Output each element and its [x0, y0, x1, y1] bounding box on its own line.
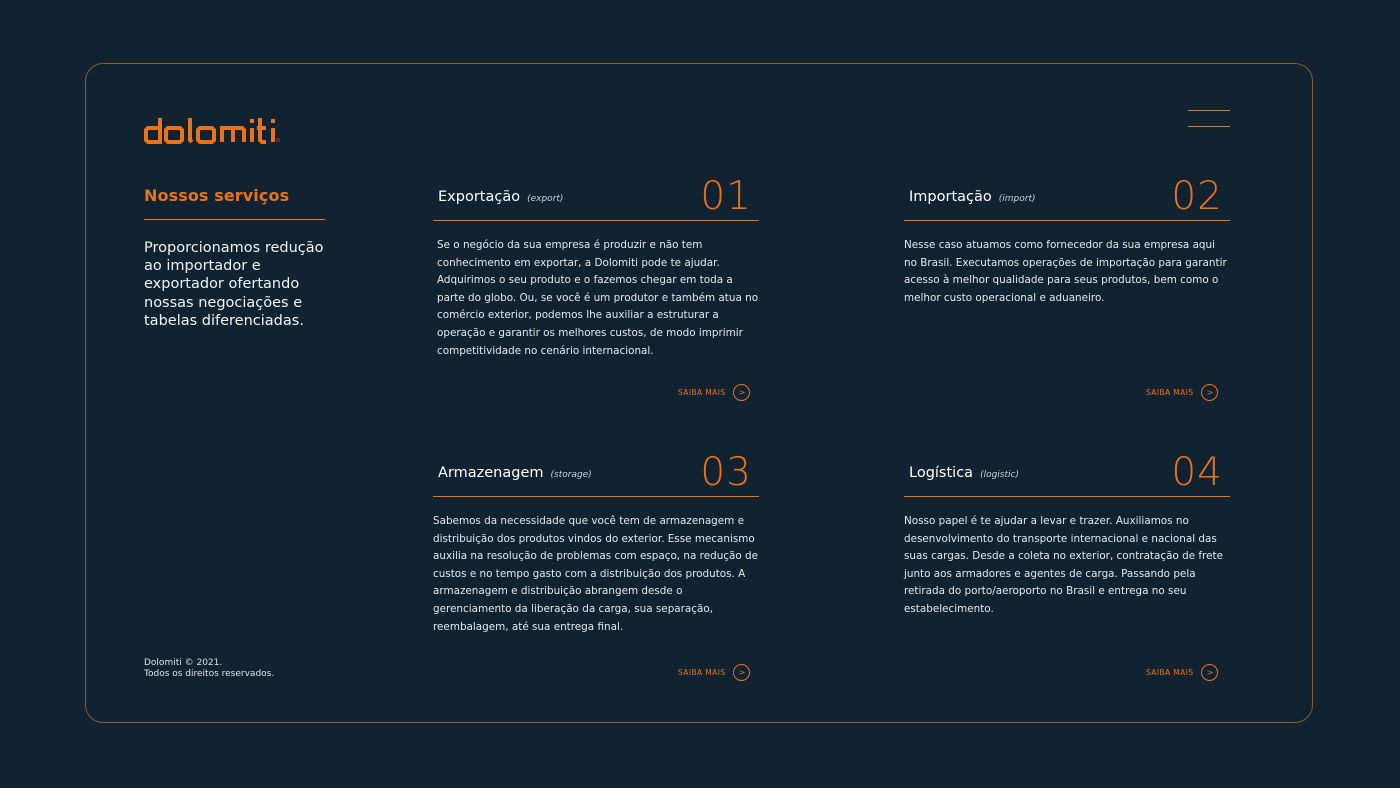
card-title-text: Importação — [909, 189, 992, 205]
copyright — [144, 658, 274, 680]
card-header — [904, 448, 1230, 497]
card-number: 02 — [1171, 174, 1223, 219]
section-title: Nossos serviços — [144, 186, 290, 205]
service-card-storage — [433, 448, 759, 636]
card-body: Nesse caso atuamos como fornecedor da sua empresa aqui no Brasil. Executamos operações de importação para garantir acesso à melhor qualidade para seus produtos, bem como o melhor custo operacional e aduaneiro. — [904, 239, 1227, 304]
card-number: 03 — [700, 450, 752, 495]
saiba-mais-button-storage[interactable] — [678, 664, 750, 681]
section-intro-text: Proporcionamos redução ao importador e exportador ofertando nossas negociações e tabelas diferenciadas. — [144, 240, 324, 329]
card-title-text: Logística — [909, 465, 974, 481]
card-body: Sabemos da necessidade que você tem de armazenagem e distribuição dos produtos vindos do exterior. Esse mecanismo auxilia na resolução de problemas com espaço, na redução de custos e no tempo gasto com a distribuição dos produtos. A armazenagem e distribuição abrangem desde o gerenciamento da liberação da carga, sua separação, reembalagem, até sua entrega final. — [433, 515, 759, 633]
card-subtitle: (export) — [527, 194, 564, 204]
saiba-mais-label: SAIBA MAIS — [1146, 668, 1194, 677]
service-card-export — [433, 172, 759, 360]
menu-line-top — [1188, 110, 1230, 111]
saiba-mais-label: SAIBA MAIS — [678, 388, 726, 397]
copyright-rights: Todos os direitos reservados. — [144, 669, 275, 679]
card-title — [909, 465, 1019, 481]
saiba-mais-button-export[interactable] — [678, 384, 750, 401]
service-card-import — [904, 172, 1230, 307]
card-body: Nosso papel é te ajudar a levar e trazer. Auxiliamos no desenvolvimento do transporte internacional e nacional das suas cargas. Desde a coleta no exterior, contratação de frete junto aos armadores e agentes de carga. Passando pela retirada do porto/aeroporto no Brasil e entrega no seu estabelecimento. — [904, 515, 1223, 615]
hamburger-menu-icon[interactable] — [1188, 110, 1230, 128]
arrow-right-circle-icon: > — [733, 664, 750, 681]
arrow-right-circle-icon: > — [733, 384, 750, 401]
card-header — [433, 448, 759, 497]
section-title-rule — [144, 219, 325, 220]
card-title-text: Armazenagem — [438, 465, 544, 481]
arrow-right-circle-icon: > — [1201, 384, 1218, 401]
card-body: Se o negócio da sua empresa é produzir e não tem conhecimento em exportar, a Dolomiti pode te ajudar. Adquirimos o seu produto e o fazemos chegar em toda a parte do globo. Ou, se você é um produtor e também atua no comércio exterior, podemos lhe auxiliar a estruturar a operação e garantir os melhores custos, de modo imprimir competitividade no cenário internacional. — [437, 239, 759, 357]
copyright-line: Dolomiti © 2021. — [144, 658, 223, 668]
card-title — [909, 189, 1036, 205]
service-card-logistic — [904, 448, 1230, 619]
card-header — [433, 172, 759, 221]
card-number: 01 — [700, 174, 752, 219]
card-title — [438, 189, 563, 205]
card-title — [438, 465, 592, 481]
saiba-mais-button-logistic[interactable] — [1146, 664, 1218, 681]
arrow-right-circle-icon: > — [1201, 664, 1218, 681]
saiba-mais-label: SAIBA MAIS — [678, 668, 726, 677]
card-header — [904, 172, 1230, 221]
saiba-mais-button-import[interactable] — [1146, 384, 1218, 401]
dolomiti-logo[interactable] — [144, 104, 280, 144]
dolomiti-logo-mark — [144, 116, 280, 144]
card-subtitle: (logistic) — [980, 470, 1019, 480]
card-subtitle: (storage) — [550, 470, 592, 480]
card-number: 04 — [1171, 450, 1223, 495]
menu-line-bottom — [1188, 126, 1230, 127]
saiba-mais-label: SAIBA MAIS — [1146, 388, 1194, 397]
card-subtitle: (import) — [998, 194, 1036, 204]
card-title-text: Exportação — [438, 189, 521, 205]
